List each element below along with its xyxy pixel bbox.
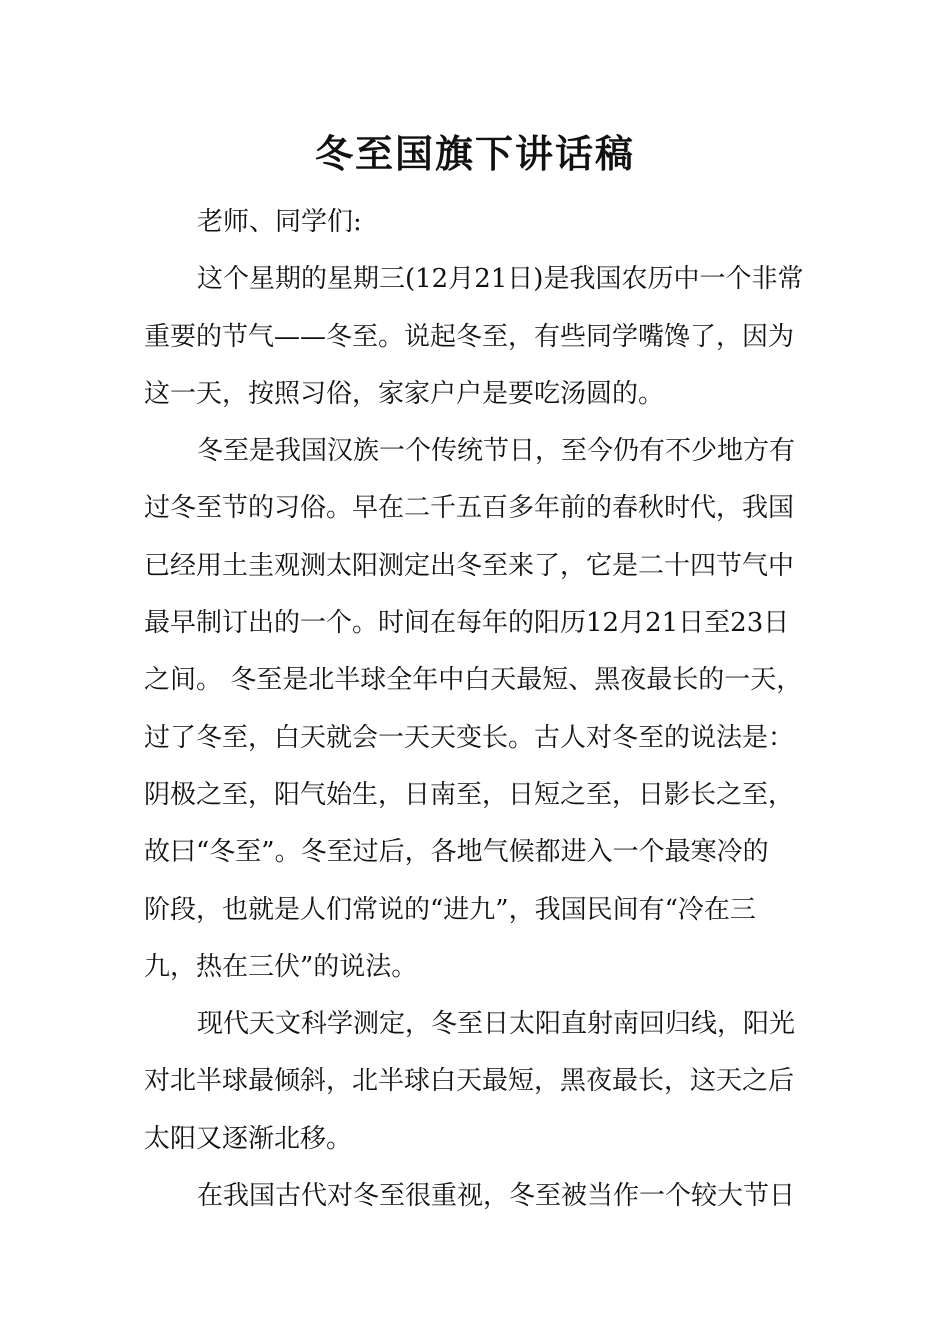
body-line: 老师、同学们: (197, 207, 362, 237)
body-line: 阶段，也就是人们常说的“进九”，我国民间有“冷在三 (144, 894, 756, 925)
body-line: 这一天，按照习俗，家家户户是要吃汤圆的。 (144, 378, 665, 409)
body-line: 阴极之至，阳气始生，日南至，日短之至，日影长之至， (144, 779, 795, 810)
body-line: 冬至是我国汉族一个传统节日，至今仍有不少地方有 (197, 436, 796, 467)
body-line: 这个星期的星期三(12月21日)是我国农历中一个非常 (197, 264, 804, 295)
body-line: 九，热在三伏”的说法。 (144, 951, 418, 982)
body-line: 太阳又逐渐北移。 (144, 1123, 353, 1154)
body-line: 已经用土圭观测太阳测定出冬至来了，它是二十四节气中 (144, 550, 795, 581)
document-body (144, 194, 814, 1225)
body-line: 重要的节气——冬至。说起冬至，有些同学嘴馋了，因为 (144, 321, 795, 352)
body-line: 最早制订出的一个。时间在每年的阳历12月21日至23日 (144, 608, 790, 639)
body-line: 对北半球最倾斜，北半球白天最短，黑夜最长，这天之后 (144, 1066, 795, 1097)
body-line: 过了冬至，白天就会一天天变长。古人对冬至的说法是： (144, 722, 795, 753)
body-line: 现代天文科学测定，冬至日太阳直射南回归线，阳光 (197, 1009, 796, 1040)
body-line: 在我国古代对冬至很重视，冬至被当作一个较大节日 (197, 1181, 796, 1212)
body-line: 之间。 冬至是北半球全年中白天最短、黑夜最长的一天， (144, 665, 803, 696)
document-title: 冬至国旗下讲话稿 (314, 131, 635, 176)
body-line: 故曰“冬至”。冬至过后，各地气候都进入一个最寒冷的 (144, 837, 769, 868)
body-line: 过冬至节的习俗。早在二千五百多年前的春秋时代，我国 (144, 493, 795, 524)
